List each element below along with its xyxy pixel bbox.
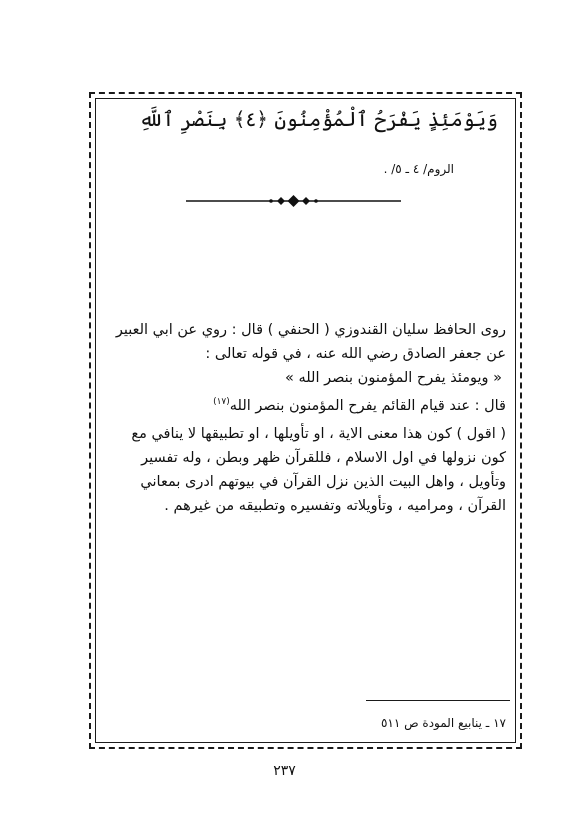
- quran-verse: وَيَوْمَئِذٍ يَفْرَحُ ٱلْمُؤْمِنُونَ ﴿٤﴾ بِنَصْرِ ٱللَّهِ: [139, 107, 498, 131]
- verse-reference: الروم/ ٤ ـ ٥/ .: [383, 162, 454, 176]
- footnote: ١٧ ـ ينابيع المودة ص ٥١١: [380, 716, 506, 730]
- body-line-with-footnote: [106, 390, 506, 414]
- body-line: وتأويل ، واهل البيت الذين نزل القرآن في بيوتهم ادرى بمعاني: [140, 474, 506, 490]
- body-text: [106, 318, 506, 518]
- body-line: روى الحافظ سليان القندوزي ( الحنفي ) قال : روي عن ابي العبير: [115, 322, 506, 338]
- quoted-verse-line: « ويومئذ يفرح المؤمنون بنصر الله »: [284, 370, 502, 386]
- page-number: ٢٣٧: [273, 763, 296, 779]
- body-line: كون نزولها في اول الاسلام ، فللقرآن ظهر وبطن ، وله تفسير: [141, 450, 506, 466]
- page-frame: [89, 92, 522, 749]
- body-line: قال : عند قيام القائم يفرح المؤمنون بنصر الله: [229, 397, 506, 414]
- body-line: القرآن ، ومراميه ، وتأويلاته وتفسيره وتطبيقه من غيرهم .: [164, 498, 506, 514]
- footnote-marker: (١٧): [213, 397, 230, 407]
- divider-ornament: [186, 194, 401, 208]
- body-line: عن جعفر الصادق رضي الله عنه ، في قوله تعالى :: [205, 346, 506, 362]
- body-line: ( اقول ) كون هذا معنى الاية ، او تأويلها ، او تطبيقها لا ينافي مع: [131, 426, 506, 442]
- footnote-separator: [366, 700, 510, 701]
